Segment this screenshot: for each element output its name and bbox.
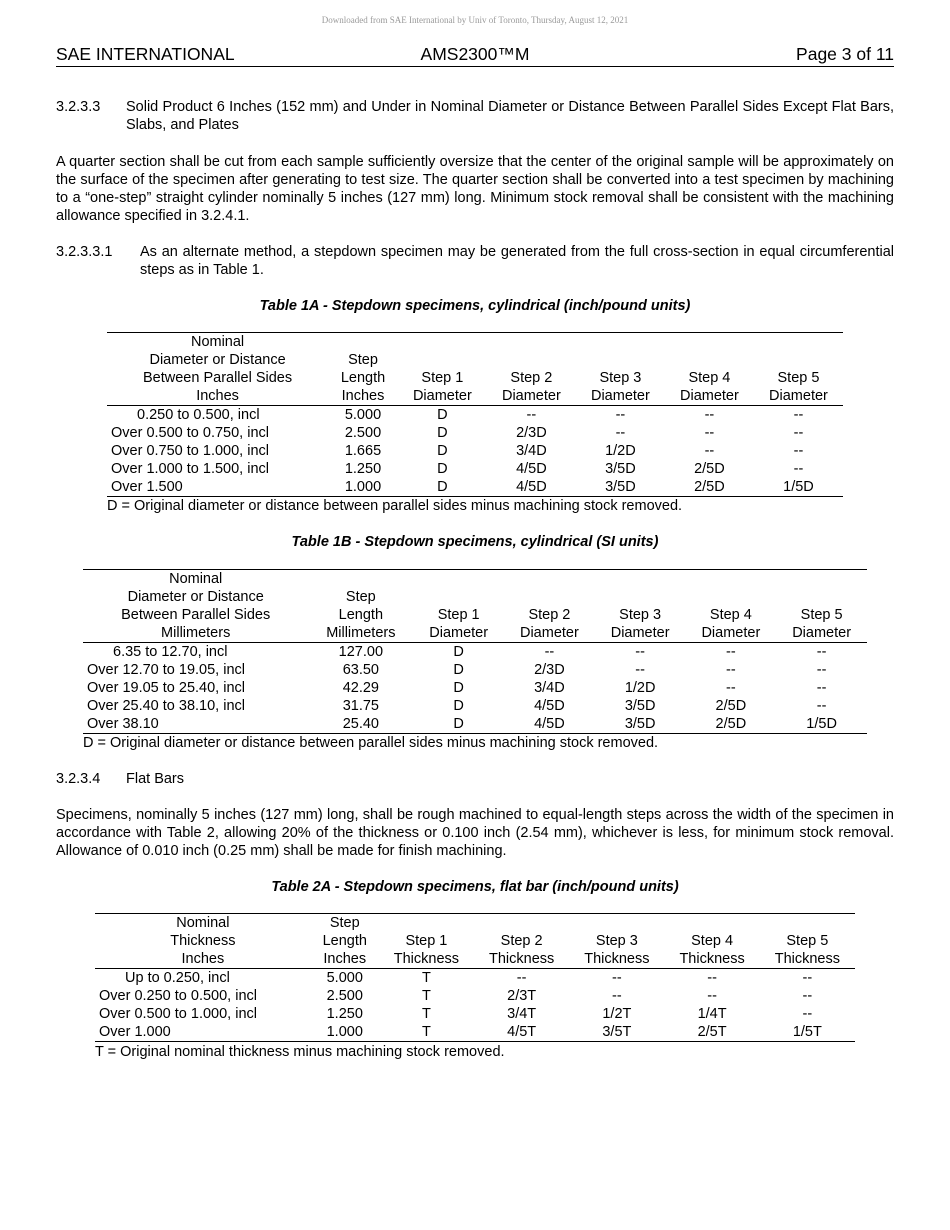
table-cell: D [453, 662, 464, 678]
table-cell: D [453, 698, 464, 714]
table-2a-note: T = Original nominal thickness minus machining stock removed. [95, 1044, 505, 1060]
table-cell: 1/2D [605, 443, 636, 459]
column-header: Step Length Millimeters [308, 570, 413, 643]
column-header: Step 1 Diameter [398, 333, 487, 406]
clause-title: Flat Bars [126, 771, 185, 787]
column-header: Step 2 Diameter [504, 570, 595, 643]
table-cell: -- [802, 1006, 813, 1022]
table-cell: 25.40 [308, 715, 413, 734]
table-cell: -- [816, 680, 827, 696]
column-header: Nominal Diameter or Distance Between Parallel Sides Millimeters [83, 570, 308, 643]
table-cell: 3/5D [624, 698, 656, 714]
table-cell: -- [793, 443, 804, 459]
row-label-cell: Over 12.70 to 19.05, incl [87, 662, 245, 678]
table-cell: 1/2T [602, 1006, 632, 1022]
row-label-cell: Over 0.500 to 0.750, incl [111, 425, 269, 441]
table-row [83, 661, 867, 679]
table-1b-caption: Table 1B - Stepdown specimens, cylindrical (SI units) [291, 534, 659, 550]
table-cell: 5.000 [344, 407, 382, 423]
table-row [107, 424, 843, 442]
download-notice: Downloaded from SAE International by Univ of Toronto, Thursday, August 12, 2021 [321, 15, 629, 25]
row-label-cell: Over 1.500 [107, 478, 328, 497]
table-row [83, 679, 867, 697]
table-row [107, 442, 843, 460]
table-cell: 1.250 [344, 461, 382, 477]
table-cell: -- [704, 407, 715, 423]
table-cell: 3/5D [576, 478, 665, 497]
table-cell: -- [704, 443, 715, 459]
table-1a-caption: Table 1A - Stepdown specimens, cylindrical (inch/pound units) [259, 298, 691, 314]
table-cell: 2/3T [507, 988, 537, 1004]
table-cell: D [437, 407, 448, 423]
table-cell: -- [816, 644, 827, 660]
table-cell: D [437, 443, 448, 459]
column-header: Step 3 Diameter [595, 570, 686, 643]
table-cell: -- [793, 425, 804, 441]
table-cell: -- [816, 698, 827, 714]
row-label-cell: Over 25.40 to 38.10, incl [87, 698, 245, 714]
table-cell: -- [615, 425, 626, 441]
table-cell: -- [544, 644, 555, 660]
table-cell: -- [726, 680, 736, 696]
table-header-row [83, 570, 867, 643]
table-cell: 4/5D [516, 461, 547, 477]
table-cell: D [413, 715, 504, 734]
table-cell: 63.50 [342, 662, 379, 678]
column-header: Step 3 Diameter [576, 333, 665, 406]
table-cell: -- [707, 970, 717, 986]
table-cell: -- [615, 407, 626, 423]
table-cell: -- [635, 644, 645, 660]
page-header [56, 44, 894, 67]
table-cell: -- [516, 970, 527, 986]
table-cell: -- [726, 662, 736, 678]
row-label-cell: 6.35 to 12.70, incl [113, 644, 228, 660]
table-cell: D [437, 461, 448, 477]
clause-title: Solid Product 6 Inches (152 mm) and Under in Nominal Diameter or Distance Between Parallel Sides Except Flat Bars, Slabs, and Plates [126, 99, 894, 133]
table-cell: -- [726, 644, 736, 660]
row-label-cell: Over 1.000 [95, 1023, 311, 1042]
table-cell: 2/5T [664, 1023, 759, 1042]
column-header: Step 5 Diameter [754, 333, 843, 406]
table-cell: -- [802, 970, 813, 986]
table-cell: 1/5D [776, 715, 867, 734]
table-cell: -- [802, 988, 813, 1004]
table-header-row [107, 333, 843, 406]
publisher-name: SAE INTERNATIONAL [56, 44, 235, 64]
table-cell: 31.75 [342, 698, 379, 714]
row-label-cell: Up to 0.250, incl [125, 970, 230, 986]
table-2a [95, 913, 855, 1042]
table-cell: T [421, 1006, 431, 1022]
table-row [107, 478, 843, 497]
table-row [95, 987, 855, 1005]
table-row [107, 460, 843, 478]
page-number: Page 3 of 11 [796, 44, 894, 64]
column-header: Nominal Diameter or Distance Between Parallel Sides Inches [107, 333, 328, 406]
table-cell: 3/4T [507, 1006, 537, 1022]
table-1a-note: D = Original diameter or distance between parallel sides minus machining stock removed. [107, 498, 683, 514]
row-label-cell: 0.250 to 0.500, incl [137, 407, 260, 423]
table-cell: D [453, 680, 464, 696]
table-cell: 4/5D [534, 698, 565, 714]
row-label-cell: Over 19.05 to 25.40, incl [87, 680, 245, 696]
table-cell: 1/5D [754, 478, 843, 497]
table-cell: 127.00 [338, 644, 384, 660]
table-cell: 2/5D [694, 461, 725, 477]
table-cell: T [379, 1023, 474, 1042]
paragraph-quarter-section: A quarter section shall be cut from each sample sufficiently oversize that the center of the original sample will be approximately on the surface of the specimen after generating to test size. The quarter section shall be converted into a test specimen by machining to a “one-step” straight cylinder nominally 5 inches (127 mm) long. Minimum stock removal shall be consistent with the machining allowance specified in 3.2.4.1. [56, 154, 894, 224]
clause-3-2-3-3 [56, 98, 894, 134]
column-header: Step 2 Thickness [474, 914, 569, 969]
column-header: Step 5 Diameter [776, 570, 867, 643]
table-cell: D [398, 478, 487, 497]
table-cell: -- [707, 988, 717, 1004]
table-cell: 1/4T [697, 1006, 727, 1022]
table-cell: -- [635, 662, 645, 678]
table-cell: 5.000 [326, 970, 363, 986]
clause-text: As an alternate method, a stepdown specimen may be generated from the full cross-section in equal circumferential steps as in Table 1. [140, 244, 894, 278]
table-cell: 2/5D [686, 715, 777, 734]
row-label-cell: Over 0.750 to 1.000, incl [111, 443, 269, 459]
table-cell: T [421, 970, 431, 986]
column-header: Step 4 Diameter [665, 333, 754, 406]
table-cell: 1/2D [624, 680, 656, 696]
table-cell: 4/5D [487, 478, 576, 497]
row-label-cell: Over 38.10 [83, 715, 308, 734]
column-header: Step 4 Thickness [664, 914, 759, 969]
column-header: Step 5 Thickness [760, 914, 855, 969]
table-cell: 3/4D [516, 443, 547, 459]
column-header: Step Length Inches [328, 333, 398, 406]
column-header: Step 4 Diameter [686, 570, 777, 643]
clause-number: 3.2.3.4 [56, 771, 101, 787]
table-row [95, 1005, 855, 1023]
table-cell: 1.000 [311, 1023, 379, 1042]
paragraph-flat-bars: Specimens, nominally 5 inches (127 mm) long, shall be rough machined to equal-length steps across the width of the specimen in accordance with Table 2, allowing 20% of the thickness or 0.100 inch (2.54 mm), whichever is less, for minimum stock removal. Allowance of 0.010 inch (0.25 mm) shall be made for finish machining. [56, 807, 894, 859]
table-row [83, 715, 867, 734]
table-cell: 1/5T [760, 1023, 855, 1042]
column-header: Step 1 Diameter [413, 570, 504, 643]
table-cell: 2/5D [715, 698, 747, 714]
table-cell: T [421, 988, 431, 1004]
clause-3-2-3-3-1 [56, 243, 894, 279]
table-cell: 3/4D [534, 680, 565, 696]
column-header: Step 1 Thickness [379, 914, 474, 969]
table-cell: -- [612, 970, 622, 986]
table-1a [107, 332, 843, 497]
table-cell: -- [526, 407, 537, 423]
column-header: Step 3 Thickness [569, 914, 664, 969]
clause-3-2-3-4 [56, 770, 894, 788]
row-label-cell: Over 0.250 to 0.500, incl [99, 988, 257, 1004]
table-cell: 2.500 [326, 988, 363, 1004]
table-cell: 2/3D [534, 662, 565, 678]
document-number: AMS2300™M [420, 44, 530, 64]
table-cell: -- [816, 662, 827, 678]
table-row [95, 1023, 855, 1042]
table-cell: 4/5T [474, 1023, 569, 1042]
table-cell: 2/5D [665, 478, 754, 497]
table-2a-caption: Table 2A - Stepdown specimens, flat bar (inch/pound units) [271, 879, 679, 895]
column-header: Step Length Inches [311, 914, 379, 969]
table-cell: 4/5D [504, 715, 595, 734]
table-row [95, 969, 855, 988]
row-label-cell: Over 0.500 to 1.000, incl [99, 1006, 257, 1022]
table-cell: 2.500 [344, 425, 382, 441]
table-cell: -- [612, 988, 622, 1004]
table-cell: 3/5D [595, 715, 686, 734]
table-cell: 42.29 [342, 680, 379, 696]
table-cell: 3/5D [605, 461, 636, 477]
table-cell: 1.250 [326, 1006, 363, 1022]
table-cell: 3/5T [569, 1023, 664, 1042]
table-cell: D [437, 425, 448, 441]
clause-number: 3.2.3.3 [56, 99, 101, 115]
column-header: Nominal Thickness Inches [95, 914, 311, 969]
table-cell: 1.000 [328, 478, 398, 497]
table-row [83, 697, 867, 715]
table-row [107, 406, 843, 425]
column-header: Step 2 Diameter [487, 333, 576, 406]
row-label-cell: Over 1.000 to 1.500, incl [111, 461, 269, 477]
table-cell: -- [793, 461, 804, 477]
table-1b [83, 569, 867, 734]
table-cell: D [453, 644, 464, 660]
table-cell: -- [704, 425, 715, 441]
table-cell: 1.665 [344, 443, 382, 459]
table-header-row [95, 914, 855, 969]
table-cell: 2/3D [516, 425, 547, 441]
table-cell: -- [793, 407, 804, 423]
clause-number: 3.2.3.3.1 [56, 244, 113, 260]
table-1b-note: D = Original diameter or distance between parallel sides minus machining stock removed. [83, 735, 659, 751]
table-row [83, 643, 867, 662]
